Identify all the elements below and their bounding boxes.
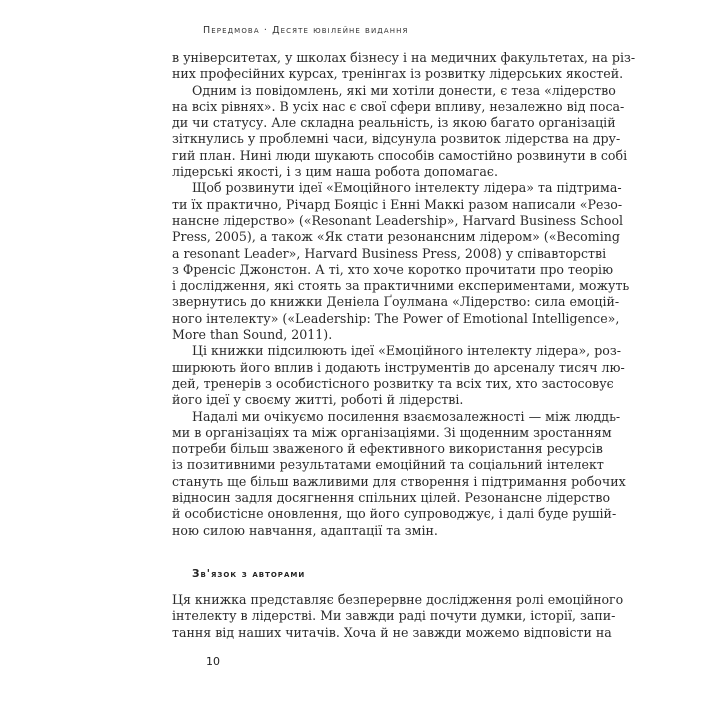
text-line: ти їх практично, Річард Бояціс і Енні Маккі разом написали «Резо- [172, 196, 623, 212]
text-line: й особистісне оновлення, що його супроводжує, і далі буде рушій- [172, 506, 617, 522]
text-line: і дослідження, які стоять за практичними експериментами, можуть [172, 278, 630, 294]
text-line: ною силою навчання, адаптації та змін. [172, 522, 438, 538]
text-line: них професійних курсах, тренінгах із розвитку лідерських якостей. [172, 66, 624, 82]
text-line: ми в організаціях та між організаціями. Зі щоденним зростанням [172, 424, 612, 440]
text-line: на всіх рівнях». В усіх нас є свої сфери впливу, незалежно від поса- [172, 98, 625, 114]
text-line: a resonant Leader», Harvard Business Press, 2008) у співавторстві [172, 245, 607, 261]
text-line: Щоб розвинути ідеї «Емоційного інтелекту лідера» та підтрима- [192, 180, 622, 196]
text-line: відносин задля досягнення спільних цілей. Резонансне лідерство [172, 490, 611, 506]
text-line: Press, 2005), а також «Як стати резонансним лідером» («Becoming [172, 229, 620, 245]
text-line: тання від наших читачів. Хоча й не завжди можемо відповісти на [172, 624, 612, 640]
paragraph [172, 343, 625, 408]
text-line: More than Sound, 2011). [172, 327, 333, 343]
text-line: гий план. Нині люди шукають способів самостійно розвинути в собі [172, 147, 628, 163]
text-line: в університетах, у школах бізнесу і на медичних факультетах, на різ- [172, 50, 636, 65]
text-line: ширюють його вплив і додають інструментів до арсеналу тисяч лю- [172, 359, 625, 375]
text-line: Надалі ми очікуємо посилення взаємозалежності — між люддь- [192, 408, 621, 424]
text-line: із позитивними результатами емоційний та соціальний інтелект [172, 457, 604, 473]
text-line: Одним із повідомлень, які ми хотіли донести, є теза «лідерство [192, 82, 616, 98]
text-line: нансне лідерство» («Resonant Leadership», Harvard Business School [172, 212, 624, 228]
text-line: ди чи статусу. Але складна реальність, із якою багато організацій [172, 115, 616, 131]
text-line: зіткнулись у проблемні часи, відсунула розвиток лідерства на дру- [172, 131, 621, 147]
paragraph [172, 180, 630, 343]
text-line: лідерські якості, і з цим наша робота допомагає. [172, 164, 498, 180]
section-body-text [172, 592, 624, 641]
text-line: потреби більш зваженого й ефективного використання ресурсів [172, 441, 603, 457]
page-number: 10 [206, 655, 220, 668]
text-line: ного інтелекту» («Leadership: The Power of Emotional Intelligence», [172, 310, 620, 326]
body-text [172, 50, 636, 539]
text-line: дей, тренерів з особистісного розвитку та всіх тих, хто застосовує [172, 375, 614, 391]
paragraph [172, 408, 626, 539]
text-line: Ця книжка представляє безперервне дослідження ролі емоційного [172, 592, 624, 607]
text-line: його ідеї у своєму житті, роботі й лідерстві. [172, 392, 464, 408]
paragraph [172, 82, 628, 181]
text-line: звернутись до книжки Деніела Ґоулмана «Лідерство: сила емоцій- [172, 294, 620, 310]
text-line: стануть ще більш важливими для створення і підтримання робочих [172, 473, 626, 489]
text-line: з Френсіс Джонстон. А ті, хто хоче коротко прочитати про теорію [172, 261, 614, 277]
section-heading: Зв'язок з авторами [192, 568, 306, 580]
text-line: Ці книжки підсилюють ідеї «Емоційного інтелекту лідера», роз- [192, 343, 621, 359]
text-line: інтелекту в лідерстві. Ми завжди раді почути думки, історії, запи- [172, 608, 616, 624]
running-head: Передмова · Десяте ювілейне видання [203, 25, 409, 36]
paragraph [172, 50, 636, 83]
